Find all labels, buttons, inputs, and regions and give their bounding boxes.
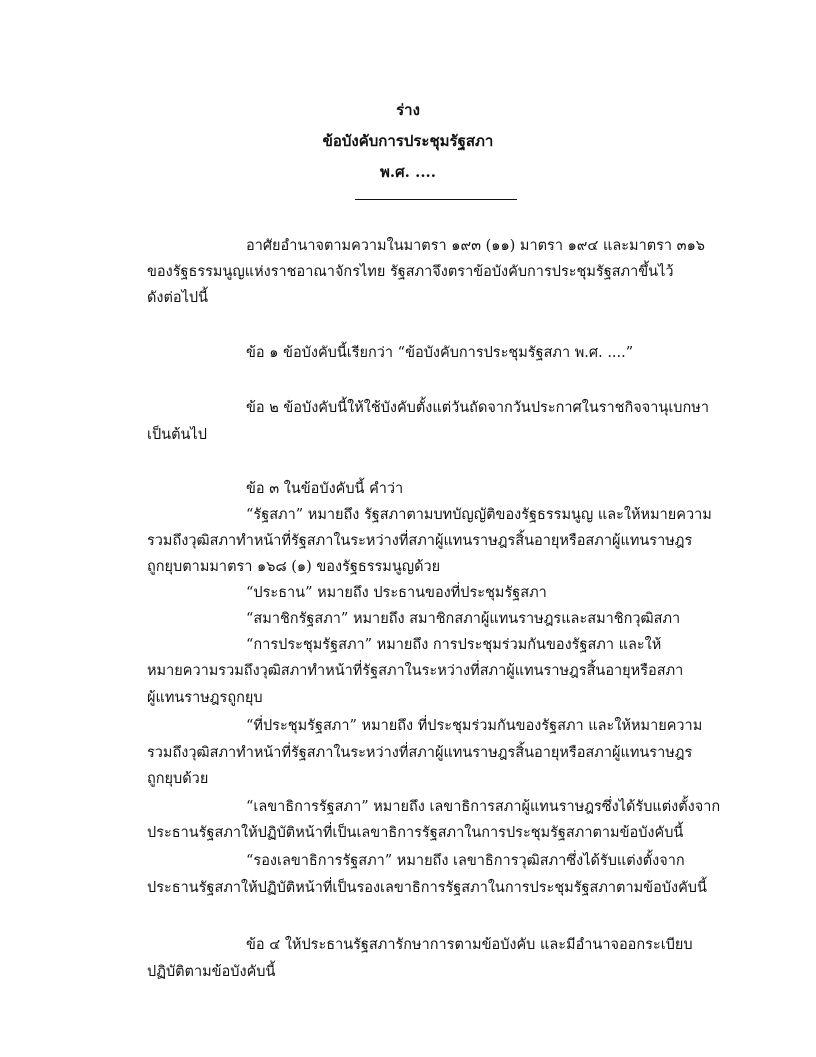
preamble-line-3: ดังต่อไปนี้ <box>147 290 209 306</box>
definition-president-line-1: “ประธาน” หมายถึง ประธานของที่ประชุมรัฐสภา <box>246 585 547 601</box>
definition-member-line-1: “สมาชิกรัฐสภา” หมายถึง สมาชิกสภาผู้แทนราษฎรและสมาชิกวุฒิสภา <box>246 611 681 627</box>
draft-label: ร่าง <box>396 101 420 119</box>
definition-assembly-line-2: รวมถึงวุฒิสภาทำหน้าที่รัฐสภาในระหว่างที่สภาผู้แทนราษฎรสิ้นอายุหรือสภาผู้แทนราษฎร <box>147 745 693 761</box>
definition-parliament-line-3: ถูกยุบตามมาตรา ๑๖๘ (๑) ของรัฐธรรมนูญด้วย <box>147 559 441 575</box>
preamble-line-1: อาศัยอำนาจตามความในมาตรา ๑๙๓ (๑๑) มาตรา ๑๙๔ และมาตรา ๓๑๖ <box>246 238 705 254</box>
definition-session-line-1: “การประชุมรัฐสภา” หมายถึง การประชุมร่วมกันของรัฐสภา และให้ <box>246 637 662 653</box>
article-4-line-1: ข้อ ๔ ให้ประธานรัฐสภารักษาการตามข้อบังคับ และมีอำนาจออกระเบียบ <box>246 937 693 953</box>
definition-parliament-line-1: “รัฐสภา” หมายถึง รัฐสภาตามบทบัญญัติของรัฐธรรมนูญ และให้หมายความ <box>246 507 712 523</box>
definition-parliament-line-2: รวมถึงวุฒิสภาทำหน้าที่รัฐสภาในระหว่างที่สภาผู้แทนราษฎรสิ้นอายุหรือสภาผู้แทนราษฎร <box>147 533 693 549</box>
article-3-intro: ข้อ ๓ ในข้อบังคับนี้ คำว่า <box>246 481 404 497</box>
title-divider <box>355 199 517 200</box>
definition-secretary-line-2: ประธานรัฐสภาให้ปฏิบัติหน้าที่เป็นเลขาธิการรัฐสภาในการประชุมรัฐสภาตามข้อบังคับนี้ <box>147 825 684 841</box>
definition-session-line-2: หมายความรวมถึงวุฒิสภาทำหน้าที่รัฐสภาในระหว่างที่สภาผู้แทนราษฎรสิ้นอายุหรือสภา <box>147 663 684 679</box>
definition-session-line-3: ผู้แทนราษฎรถูกยุบ <box>147 690 263 706</box>
definition-secretary-line-1: “เลขาธิการรัฐสภา” หมายถึง เลขาธิการสภาผู้แทนราษฎรซึ่งได้รับแต่งตั้งจาก <box>246 799 721 815</box>
article-4-line-2: ปฏิบัติตามข้อบังคับนี้ <box>147 964 276 980</box>
document-year: พ.ศ. .... <box>380 163 436 181</box>
article-1-line-1: ข้อ ๑ ข้อบังคับนี้เรียกว่า “ข้อบังคับการประชุมรัฐสภา พ.ศ. ....” <box>246 345 634 361</box>
definition-deputy-secretary-line-1: “รองเลขาธิการรัฐสภา” หมายถึง เลขาธิการวุฒิสภาซึ่งได้รับแต่งตั้งจาก <box>246 853 685 869</box>
definition-assembly-line-1: “ที่ประชุมรัฐสภา” หมายถึง ที่ประชุมร่วมกันของรัฐสภา และให้หมายความ <box>246 718 703 734</box>
definition-assembly-line-3: ถูกยุบด้วย <box>147 771 209 787</box>
definition-deputy-secretary-line-2: ประธานรัฐสภาให้ปฏิบัติหน้าที่เป็นรองเลขาธิการรัฐสภาในการประชุมรัฐสภาตามข้อบังคับนี้ <box>147 880 707 896</box>
preamble-line-2: ของรัฐธรรมนูญแห่งราชอาณาจักรไทย รัฐสภาจึงตราข้อบังคับการประชุมรัฐสภาขึ้นไว้ <box>147 264 674 280</box>
article-2-line-1: ข้อ ๒ ข้อบังคับนี้ให้ใช้บังคับตั้งแต่วันถัดจากวันประกาศในราชกิจจานุเบกษา <box>246 400 709 416</box>
document-title: ข้อบังคับการประชุมรัฐสภา <box>322 132 494 150</box>
article-2-line-2: เป็นต้นไป <box>147 427 207 443</box>
